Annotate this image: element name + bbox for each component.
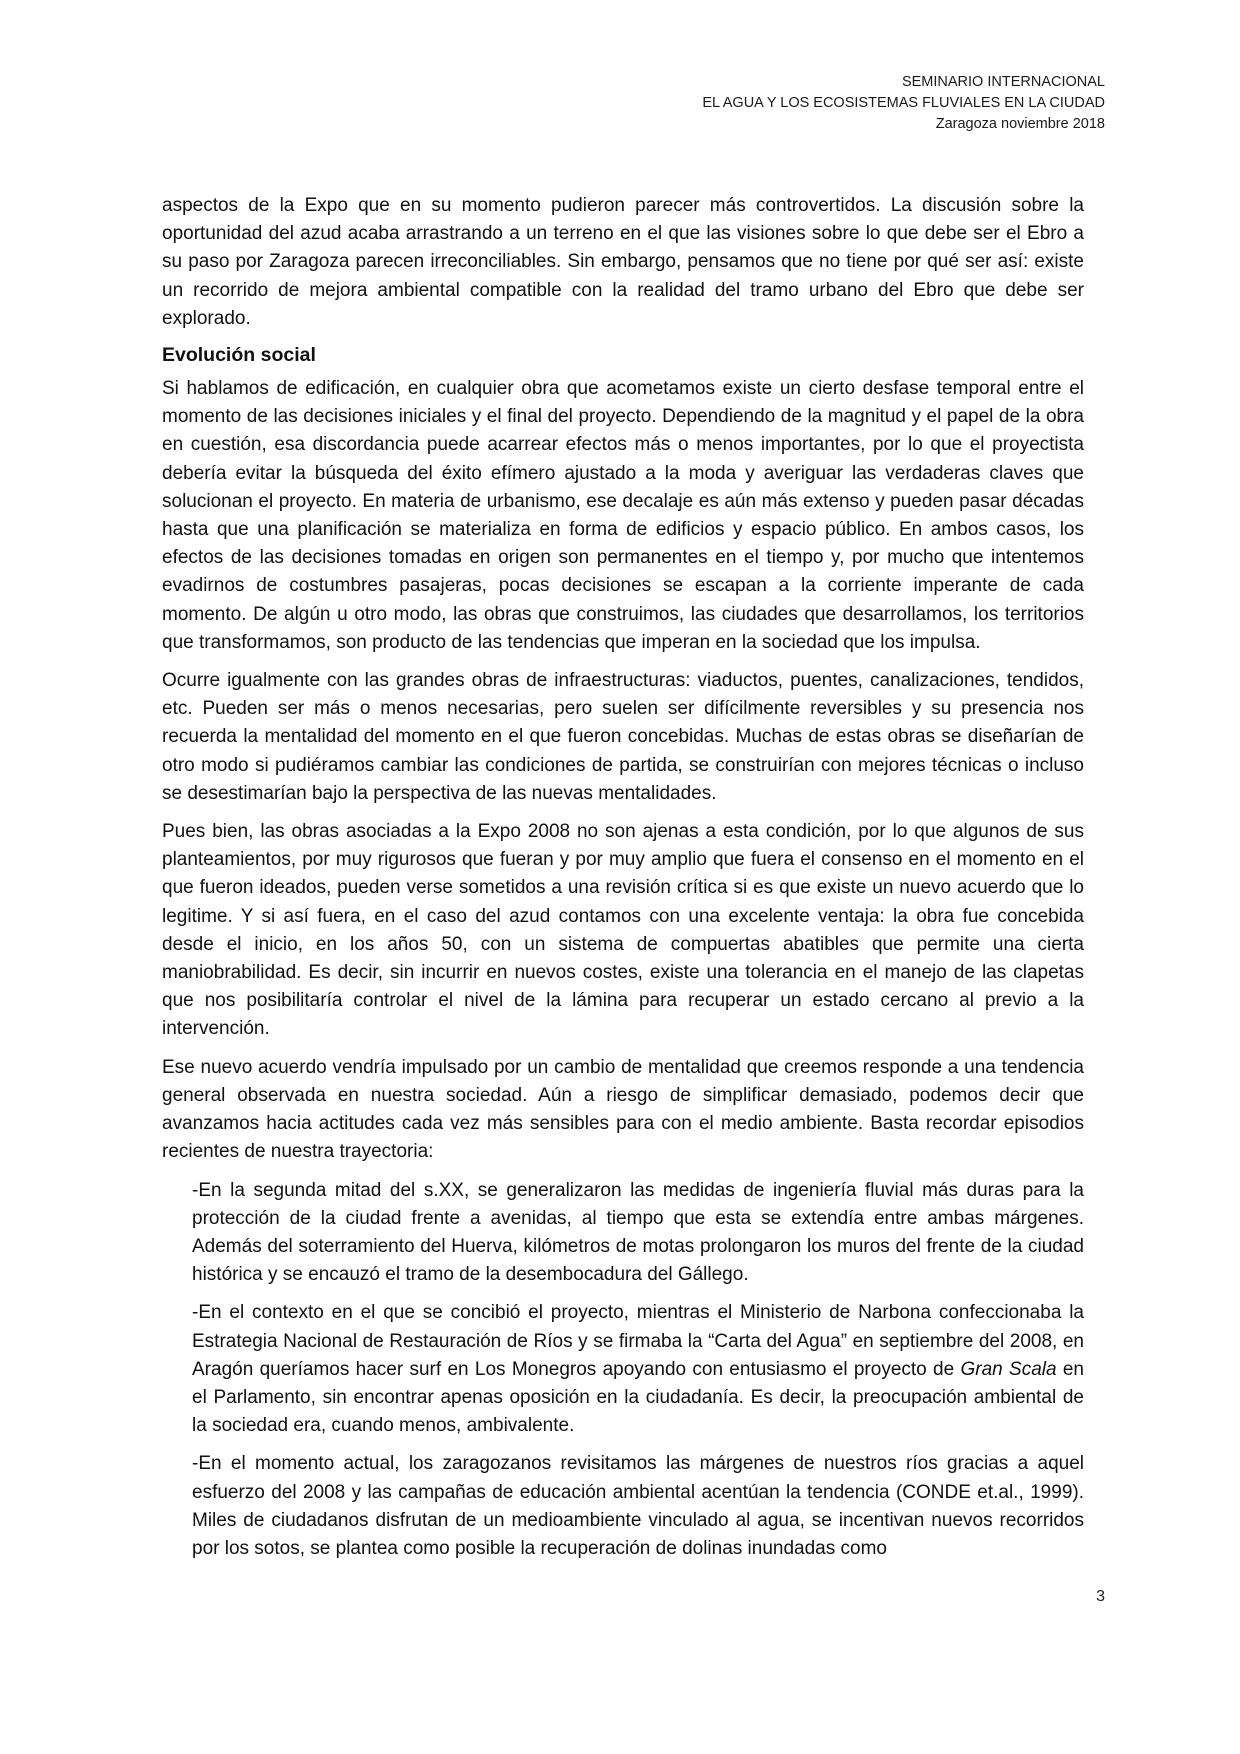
header-seminar-subtitle: EL AGUA Y LOS ECOSISTEMAS FLUVIALES EN LA CIUDAD <box>702 95 1105 111</box>
paragraph-nuevo-acuerdo: Ese nuevo acuerdo vendría impulsado por un cambio de mentalidad que creemos responde a una tendencia general observada en nuestra sociedad. Aún a riesgo de simplificar demasiado, podemos decir que avanzamos hacia actitudes cada vez más sensibles para con el medio ambiente. Basta recordar episodios recientes de nuestra trayectoria: <box>162 1056 1084 1163</box>
list-item-contexto-proyecto <box>192 1299 1084 1440</box>
section-heading: Evolución social <box>162 344 316 367</box>
paragraph-infraestructuras: Ocurre igualmente con las grandes obras de infraestructuras: viaductos, puentes, canalizaciones, tendidos, etc. Pueden ser más o menos necesarias, pero suelen ser difícilmente reversibles y su presencia nos recuerda la mentalidad del momento en el que fueron concebidas. Muchas de estas obras se diseñarían de otro modo si pudiéramos cambiar las condiciones de partida, se construirían con mejores técnicas o incluso se desestimarían bajo la perspectiva de las nuevas mentalidades. <box>162 670 1084 804</box>
paragraph-expo-2008: Pues bien, las obras asociadas a la Expo 2008 no son ajenas a esta condición, por lo que algunos de sus planteamientos, por muy rigurosos que fueran y por muy amplio que fuera el consenso en el momento en el que fueron ideados, pueden verse sometidos a una revisión crítica si es que existe un nuevo acuerdo que lo legitime. Y si así fuera, en el caso del azud contamos con una excelente ventaja: la obra fue concebida desde el inicio, en los años 50, con un sistema de compuertas abatibles que permite una cierta maniobrabilidad. Es decir, sin incurrir en nuevos costes, existe una tolerancia en el manejo de las clapetas que nos posibilitaría controlar el nivel de la lámina para recuperar un estado cercano al previo a la intervención. <box>162 821 1084 1040</box>
header-seminar-title: SEMINARIO INTERNACIONAL <box>901 74 1105 90</box>
header-location-date: Zaragoza noviembre 2018 <box>935 116 1105 132</box>
document-body <box>162 192 1084 1573</box>
list-item-sxx: -En la segunda mitad del s.XX, se generalizaron las medidas de ingeniería fluvial más duras para la protección de la ciudad frente a avenidas, al tiempo que esta se extendía entre ambas márgenes. Además del soterramiento del Huerva, kilómetros de motas prolongaron los muros del frente de la ciudad histórica y se encauzó el tramo de la desembocadura del Gállego. <box>192 1179 1084 1286</box>
list-item-momento-actual: -En el momento actual, los zaragozanos revisitamos las márgenes de nuestros ríos gracias a aquel esfuerzo del 2008 y las campañas de educación ambiental acentúan la tendencia (CONDE et.al., 1999). Miles de ciudadanos disfrutan de un medioambiente vinculado al agua, se incentivan nuevos recorridos por los sotos, se plantea como posible la recuperación de dolinas inundadas como <box>192 1453 1084 1559</box>
gran-scala-italic: Gran Scala <box>960 1358 1057 1380</box>
page-number: 3 <box>1096 1588 1105 1605</box>
intro-paragraph: aspectos de la Expo que en su momento pudieron parecer más controvertidos. La discusión sobre la oportunidad del azud acaba arrastrando a un terreno en el que las visiones sobre lo que debe ser el Ebro a su paso por Zaragoza parecen irreconciliables. Sin embargo, pensamos que no tiene por qué ser así: existe un recorrido de mejora ambiental compatible con la realidad del tramo urbano del Ebro que debe ser explorado. <box>162 195 1084 329</box>
paragraph-edificacion: Si hablamos de edificación, en cualquier obra que acometamos existe un cierto desfase temporal entre el momento de las decisiones iniciales y el final del proyecto. Dependiendo de la magnitud y el papel de la obra en cuestión, esa discordancia puede acarrear efectos más o menos importantes, por lo que el proyectista debería evitar la búsqueda del éxito efímero ajustado a la moda y averiguar las verdaderas claves que solucionan el proyecto. En materia de urbanismo, ese decalaje es aún más extenso y pueden pasar décadas hasta que una planificación se materializa en forma de edificios y espacio público. En ambos casos, los efectos de las decisiones tomadas en origen son permanentes en el tiempo y, por mucho que intentemos evadirnos de costumbres pasajeras, pocas decisiones se escapan a la corriente imperante de cada momento. De algún u otro modo, las obras que construimos, las ciudades que desarrollamos, los territorios que transformamos, son producto de las tendencias que imperan en la sociedad que los impulsa. <box>162 378 1084 653</box>
list-item-2-text-start: -En el contexto en el que se concibió el proyecto, mientras el Ministerio de Narbona confeccionaba la Estrategia Nacional de Restauración de Ríos y se firmaba la “Carta del Agua” en septiembre del 2008, en Aragón queríamos hacer surf en Los Monegros apoyando con entusiasmo el proyecto de <box>192 1302 1084 1380</box>
page-header <box>702 72 1105 135</box>
list-item-2-text-end: en el Parlamento, sin encontrar apenas oposición en la ciudadanía. Es decir, la preocupación ambiental de la sociedad era, cuando menos, ambivalente. <box>192 1358 1084 1437</box>
